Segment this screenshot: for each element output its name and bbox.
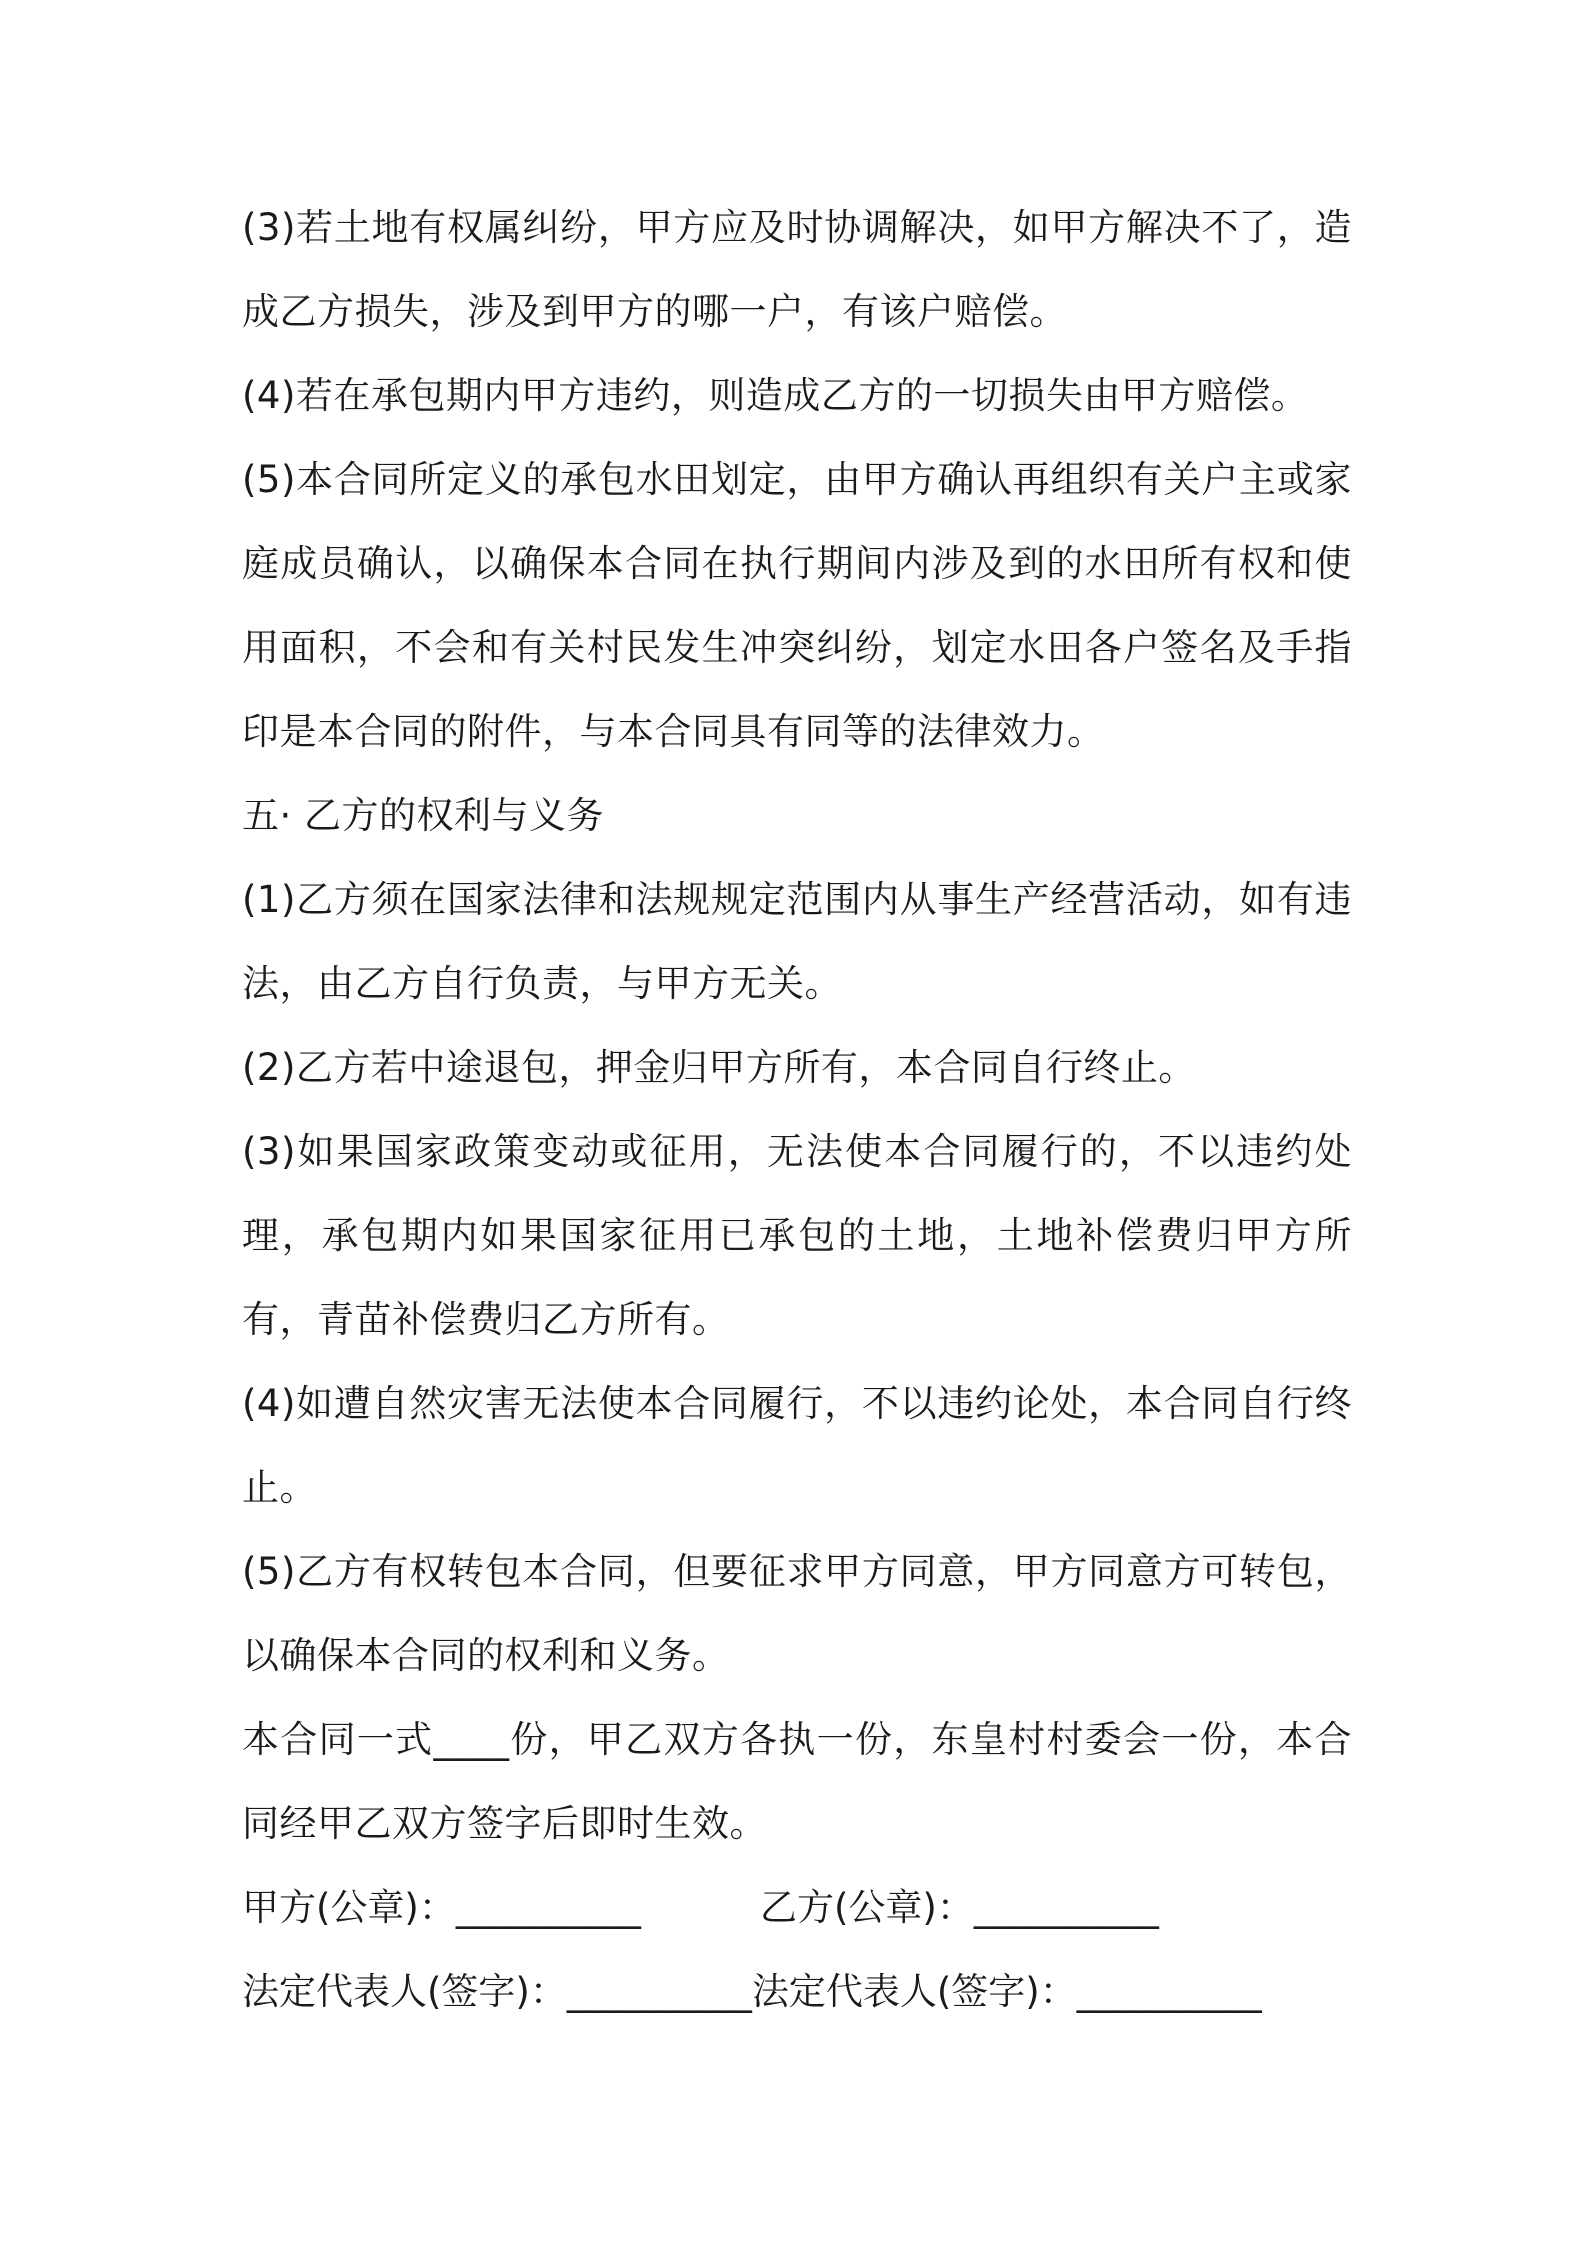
- party-b-seal: 乙方(公章)：__________: [760, 1886, 1159, 1929]
- clause-5-3: (3)如果国家政策变动或征用，无法使本合同履行的，不以违约处理，承包期内如果国家征用已承包的土地，土地补偿费归甲方所有，青苗补偿费归乙方所有。: [242, 1130, 1352, 1341]
- section-heading-5: 五· 乙方的权利与义务: [242, 794, 605, 837]
- clause-5-5: (5)乙方有权转包本合同，但要征求甲方同意，甲方同意方可转包，以确保本合同的权利和义务。: [242, 1550, 1352, 1677]
- clause-4-4: (4)若在承包期内甲方违约，则造成乙方的一切损失由甲方赔偿。: [242, 374, 1309, 417]
- party-a-seal: 甲方(公章)：__________: [242, 1886, 641, 1929]
- copies-clause: 本合同一式____份，甲乙双方各执一份，东皇村村委会一份，本合同经甲乙双方签字后即时生效。: [242, 1718, 1352, 1845]
- clause-5-2: (2)乙方若中途退包，押金归甲方所有，本合同自行终止。: [242, 1046, 1196, 1089]
- clause-5-1: (1)乙方须在国家法律和法规规定范围内从事生产经营活动，如有违法，由乙方自行负责，与甲方无关。: [242, 878, 1352, 1005]
- document-body: [242, 186, 1352, 2034]
- clause-4-3: (3)若土地有权属纠纷，甲方应及时协调解决，如甲方解决不了，造成乙方损失，涉及到甲方的哪一户，有该户赔偿。: [242, 206, 1352, 333]
- party-a-representative: 法定代表人(签字)：__________: [242, 1970, 752, 2013]
- seal-row: [242, 1866, 1352, 1950]
- clause-4-5: (5)本合同所定义的承包水田划定，由甲方确认再组织有关户主或家庭成员确认，以确保本合同在执行期间内涉及到的水田所有权和使用面积，不会和有关村民发生冲突纠纷，划定水田各户签名及手指印是本合同的附件，与本合同具有同等的法律效力。: [242, 458, 1352, 753]
- clause-5-4: (4)如遭自然灾害无法使本合同履行，不以违约论处，本合同自行终止。: [242, 1382, 1352, 1509]
- party-b-representative: 法定代表人(签字)：__________: [751, 1970, 1262, 2013]
- representative-row: [242, 1950, 1352, 2034]
